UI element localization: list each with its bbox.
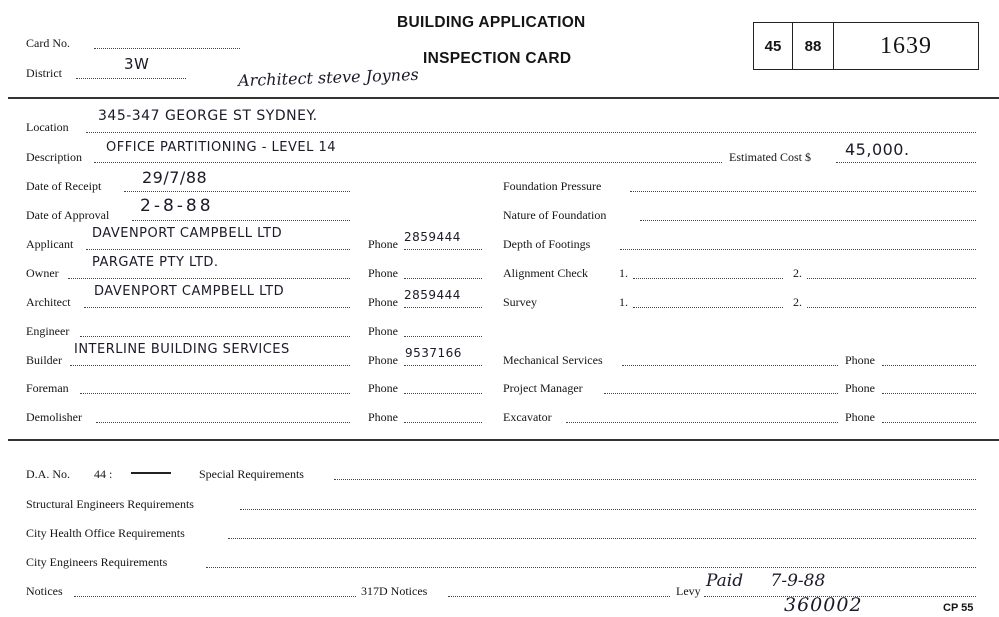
excavator-phone-label: Phone	[845, 410, 875, 424]
date-approval-value: 2-8-88	[140, 196, 214, 216]
nature-foundation-label: Nature of Foundation	[503, 208, 607, 222]
card-no-field	[94, 47, 240, 49]
estimated-cost-value: 45,000.	[845, 140, 910, 159]
applicant-field	[86, 248, 350, 250]
foreman-phone-label: Phone	[368, 381, 398, 395]
excavator-field	[566, 421, 838, 423]
engineer-label: Engineer	[26, 324, 70, 338]
owner-value: PARGATE PTY LTD.	[92, 255, 219, 270]
mechanical-phone-label: Phone	[845, 353, 875, 367]
city-health-req-label: City Health Office Requirements	[26, 526, 185, 540]
foreman-phone-field	[404, 392, 482, 394]
project-manager-phone-field	[882, 392, 976, 394]
architect-value: DAVENPORT CAMPBELL LTD	[94, 284, 285, 299]
architect-field	[84, 306, 350, 308]
applicant-phone-field	[404, 248, 482, 250]
form-title-line1: BUILDING APPLICATION	[397, 14, 586, 31]
builder-field	[70, 364, 350, 366]
form-title-line2: INSPECTION CARD	[423, 50, 572, 67]
notices-label: Notices	[26, 584, 63, 598]
engineer-phone-label: Phone	[368, 324, 398, 338]
date-receipt-label: Date of Receipt	[26, 179, 102, 193]
builder-value: INTERLINE BUILDING SERVICES	[74, 342, 290, 357]
location-label: Location	[26, 120, 69, 134]
description-value: OFFICE PARTITIONING - LEVEL 14	[106, 140, 337, 155]
alignment-check-field-2	[807, 277, 976, 279]
da-no-label: D.A. No.	[26, 467, 70, 481]
demolisher-phone-label: Phone	[368, 410, 398, 424]
excavator-phone-field	[882, 421, 976, 423]
builder-phone-label: Phone	[368, 353, 398, 367]
special-requirements-field	[334, 478, 976, 480]
notices-317d-field	[448, 595, 670, 597]
demolisher-label: Demolisher	[26, 410, 82, 424]
depth-footings-field	[620, 248, 976, 250]
owner-label: Owner	[26, 266, 59, 280]
foundation-pressure-label: Foundation Pressure	[503, 179, 602, 193]
estimated-cost-field	[836, 161, 976, 163]
section-divider	[8, 439, 999, 441]
card-number-box-1: 45	[753, 22, 793, 70]
builder-phone-value: 9537166	[405, 346, 462, 360]
foundation-pressure-field	[630, 190, 976, 192]
header-divider	[8, 97, 999, 99]
location-field	[86, 131, 976, 133]
alignment-check-num-1: 1.	[619, 266, 628, 280]
owner-field	[68, 277, 350, 279]
architect-phone-value: 2859444	[404, 288, 461, 302]
nature-foundation-field	[640, 219, 976, 221]
demolisher-field	[96, 421, 350, 423]
location-value: 345-347 GEORGE ST SYDNEY.	[98, 108, 318, 124]
engineer-phone-field	[404, 335, 482, 337]
estimated-cost-label: Estimated Cost $	[729, 150, 811, 164]
mechanical-phone-field	[882, 364, 976, 366]
form-code: CP 55	[943, 602, 974, 614]
date-approval-field	[132, 219, 350, 221]
card-number-box-3: 1639	[833, 22, 979, 70]
engineer-field	[80, 335, 350, 337]
district-field	[76, 77, 186, 79]
description-field	[94, 161, 722, 163]
card-number-box-2: 88	[792, 22, 834, 70]
description-label: Description	[26, 150, 82, 164]
levy-label: Levy	[676, 584, 701, 598]
alignment-check-field-1	[633, 277, 783, 279]
notices-field	[74, 595, 356, 597]
city-engineers-req-field	[206, 566, 976, 568]
architect-phone-field	[404, 306, 482, 308]
date-receipt-value: 29/7/88	[142, 168, 208, 187]
foreman-field	[80, 392, 350, 394]
survey-num-2: 2.	[793, 295, 802, 309]
project-manager-field	[604, 392, 838, 394]
alignment-check-label: Alignment Check	[503, 266, 588, 280]
special-requirements-label: Special Requirements	[199, 467, 304, 481]
card-no-label: Card No.	[26, 36, 70, 50]
survey-field-2	[807, 306, 976, 308]
foreman-label: Foreman	[26, 381, 69, 395]
da-no-value: 44 :	[94, 467, 113, 481]
applicant-value: DAVENPORT CAMPBELL LTD	[92, 226, 283, 241]
builder-label: Builder	[26, 353, 62, 367]
structural-req-field	[240, 508, 976, 510]
excavator-label: Excavator	[503, 410, 552, 424]
survey-num-1: 1.	[619, 295, 628, 309]
architect-label: Architect	[26, 295, 71, 309]
owner-phone-field	[404, 277, 482, 279]
city-health-req-field	[228, 537, 976, 539]
project-manager-label: Project Manager	[503, 381, 583, 395]
district-label: District	[26, 66, 62, 80]
structural-req-label: Structural Engineers Requirements	[26, 497, 194, 511]
builder-phone-field	[404, 364, 482, 366]
mechanical-services-field	[622, 364, 838, 366]
date-approval-label: Date of Approval	[26, 208, 110, 222]
demolisher-phone-field	[404, 421, 482, 423]
survey-field-1	[633, 306, 783, 308]
alignment-check-num-2: 2.	[793, 266, 802, 280]
city-engineers-req-label: City Engineers Requirements	[26, 555, 168, 569]
survey-label: Survey	[503, 295, 537, 309]
project-manager-phone-label: Phone	[845, 381, 875, 395]
levy-value: Paid 7-9-88	[706, 571, 826, 591]
mechanical-services-label: Mechanical Services	[503, 353, 603, 367]
applicant-phone-label: Phone	[368, 237, 398, 251]
owner-phone-label: Phone	[368, 266, 398, 280]
district-value: 3W	[124, 55, 150, 73]
date-receipt-field	[124, 190, 350, 192]
architect-phone-label: Phone	[368, 295, 398, 309]
applicant-label: Applicant	[26, 237, 74, 251]
depth-footings-label: Depth of Footings	[503, 237, 591, 251]
da-no-dash	[131, 472, 171, 474]
receipt-number: 360002	[784, 594, 863, 616]
applicant-phone-value: 2859444	[404, 230, 461, 244]
architect-note: Architect steve Joynes	[237, 64, 420, 91]
notices-317d-label: 317D Notices	[361, 584, 428, 598]
